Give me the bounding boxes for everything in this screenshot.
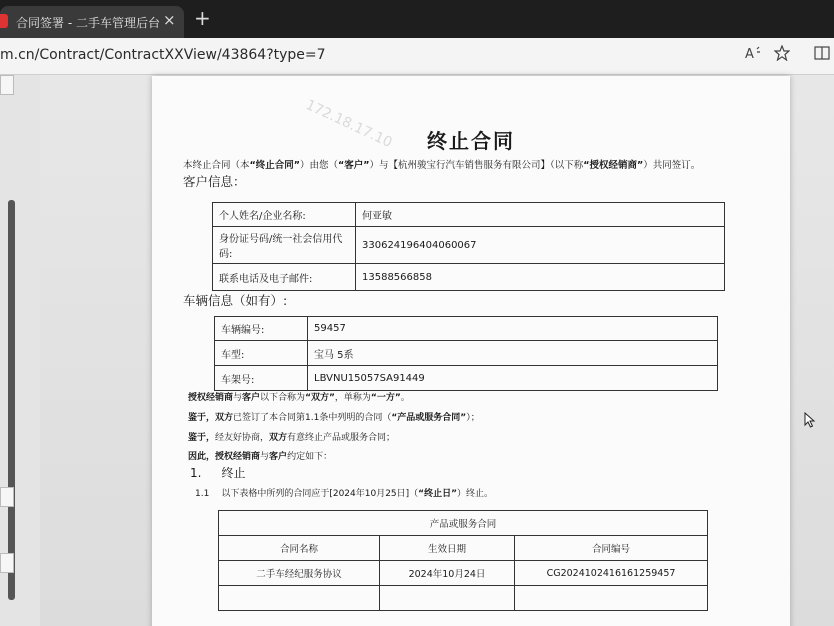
section-number: 1. [190, 466, 202, 480]
table-cell: 2024年10月24日 [380, 561, 515, 586]
table-row [213, 227, 725, 264]
table-row [219, 561, 708, 586]
left-panel-control[interactable] [0, 75, 14, 95]
scrollbar[interactable] [8, 200, 15, 600]
customer-value: 13588566858 [356, 264, 725, 291]
address-bar [0, 38, 834, 75]
left-panel-box[interactable] [0, 487, 14, 507]
tab-bar [0, 0, 834, 38]
vehicle-heading: 车辆信息（如有）: [183, 293, 288, 308]
svg-text:A: A [745, 47, 754, 61]
customer-label: 联系电话及电子邮件: [213, 264, 356, 291]
table-cell: 二手车经纪服务协议 [219, 561, 380, 586]
clause-therefore: 因此，授权经销商与客户约定如下： [188, 452, 333, 462]
customer-value: 330624196404060067 [356, 227, 725, 264]
column-header: 合同名称 [219, 536, 380, 561]
left-panel-box[interactable] [0, 553, 14, 573]
clause-parties: 授权经销商与客户以下合称为“双方”，单称为“一方”。 [188, 393, 410, 403]
table-cell [380, 586, 515, 611]
document-title: 终止合同 [427, 129, 515, 153]
clause-whereas-2: 鉴于，经友好协商，双方有意终止产品或服务合同； [188, 433, 396, 443]
site-favicon-icon [0, 14, 8, 28]
table-row [215, 366, 718, 391]
table-row [219, 586, 708, 611]
vehicle-value: 59457 [308, 317, 718, 341]
vehicle-label: 车辆编号: [215, 317, 308, 341]
table-caption: 产品或服务合同 [219, 511, 708, 536]
read-aloud-icon[interactable] [745, 45, 763, 65]
favorite-star-icon[interactable] [774, 45, 790, 65]
table-cell [219, 586, 380, 611]
new-tab-icon[interactable]: + [194, 6, 211, 30]
watermark: 172.18.17.10 [302, 96, 395, 152]
clause-1-1: 1.1 以下表格中所列的合同应于[2024年10月25日]（“终止日”）终止。 [195, 489, 494, 499]
table-cell: CG2024102416161259457 [515, 561, 708, 586]
section-title: 终止 [221, 466, 246, 480]
mouse-cursor-icon [804, 412, 816, 432]
customer-label: 个人姓名/企业名称: [213, 203, 356, 227]
clause-whereas-1: 鉴于，双方已签订了本合同第1.1条中列明的合同（“产品或服务合同”）； [188, 413, 480, 423]
url-field[interactable]: m.cn/Contract/ContractXXView/43864?type=7 [0, 47, 326, 63]
contract-document [152, 76, 790, 626]
left-panel [0, 75, 40, 626]
product-contract-table [218, 510, 708, 611]
table-caption-row [219, 511, 708, 536]
column-header: 生效日期 [380, 536, 515, 561]
intro-paragraph: 本终止合同（本“终止合同”）由您（“客户”）与【杭州骏宝行汽车销售服务有限公司】（以下称“授权经销商”）共同签订。 [183, 160, 701, 171]
table-row [213, 264, 725, 291]
vehicle-value: LBVNU15057SA91449 [308, 366, 718, 391]
customer-label: 身份证号码/统一社会信用代码: [213, 227, 356, 264]
tab-title: 合同签署 - 二手车管理后台 [16, 16, 160, 30]
vehicle-table [214, 316, 718, 391]
close-tab-icon[interactable]: × [163, 11, 176, 29]
customer-heading: 客户信息： [183, 174, 246, 189]
split-view-icon[interactable] [814, 45, 830, 65]
customer-table [212, 202, 725, 291]
vehicle-label: 车架号: [215, 366, 308, 391]
browser-tab[interactable] [0, 6, 184, 38]
table-row [213, 203, 725, 227]
table-row [215, 341, 718, 366]
table-row [215, 317, 718, 341]
vehicle-label: 车型: [215, 341, 308, 366]
vehicle-value: 宝马 5系 [308, 341, 718, 366]
table-header-row [219, 536, 708, 561]
table-cell [515, 586, 708, 611]
section-termination [190, 464, 265, 481]
column-header: 合同编号 [515, 536, 708, 561]
customer-value: 何亚敏 [356, 203, 725, 227]
